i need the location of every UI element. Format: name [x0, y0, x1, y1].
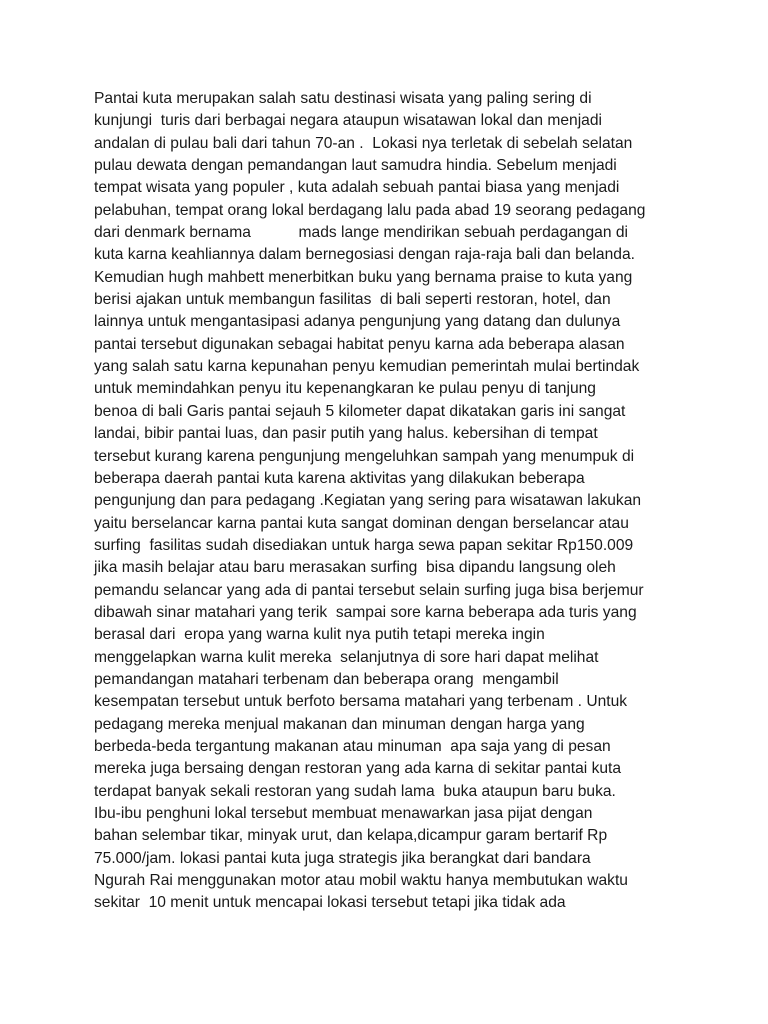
text-line: beberapa daerah pantai kuta karena aktivitas yang dilakukan beberapa: [94, 469, 585, 487]
text-line: dari denmark bernama mads lange mendirikan sebuah perdagangan di: [94, 224, 628, 242]
text-line: mereka juga bersaing dengan restoran yang ada karna di sekitar pantai kuta: [94, 760, 622, 778]
text-line: kesempatan tersebut untuk berfoto bersama matahari yang terbenam . Untuk: [94, 693, 628, 711]
text-line: yang salah satu karna kepunahan penyu kemudian pemerintah mulai bertindak: [94, 358, 640, 376]
text-line: pemandangan matahari terbenam dan beberapa orang mengambil: [94, 670, 559, 688]
text-line: pedagang mereka menjual makanan dan minuman dengan harga yang: [94, 715, 585, 733]
text-line: berisi ajakan untuk membangun fasilitas di bali seperti restoran, hotel, dan: [94, 291, 611, 309]
text-line: dibawah sinar matahari yang terik sampai sore karna beberapa ada turis yang: [94, 603, 637, 621]
body-paragraph: [94, 88, 694, 915]
text-line: 75.000/jam. lokasi pantai kuta juga strategis jika berangkat dari bandara: [94, 849, 591, 867]
text-line: benoa di bali Garis pantai sejauh 5 kilometer dapat dikatakan garis ini sangat: [94, 402, 626, 420]
text-line: menggelapkan warna kulit mereka selanjutnya di sore hari dapat melihat: [94, 648, 599, 666]
text-line: yaitu berselancar karna pantai kuta sangat dominan dengan berselancar atau: [94, 514, 629, 532]
text-line: bahan selembar tikar, minyak urut, dan kelapa,dicampur garam bertarif Rp: [94, 827, 608, 845]
text-line: sekitar 10 menit untuk mencapai lokasi tersebut tetapi jika tidak ada: [94, 894, 566, 912]
text-line: jika masih belajar atau baru merasakan surfing bisa dipandu langsung oleh: [94, 559, 616, 577]
text-line: lainnya untuk mengantasipasi adanya pengunjung yang datang dan dulunya: [94, 313, 621, 331]
text-line: tempat wisata yang populer , kuta adalah sebuah pantai biasa yang menjadi: [94, 179, 620, 197]
text-line: terdapat banyak sekali restoran yang sudah lama buka ataupun baru buka.: [94, 782, 616, 800]
text-line: Kemudian hugh mahbett menerbitkan buku yang bernama praise to kuta yang: [94, 268, 633, 286]
text-line: pengunjung dan para pedagang .Kegiatan yang sering para wisatawan lakukan: [94, 492, 642, 510]
text-line: berbeda-beda tergantung makanan atau minuman apa saja yang di pesan: [94, 737, 611, 755]
text-line: Pantai kuta merupakan salah satu destinasi wisata yang paling sering di: [94, 90, 592, 107]
text-line: andalan di pulau bali dari tahun 70-an . Lokasi nya terletak di sebelah selatan: [94, 134, 633, 152]
text-line: kunjungi turis dari berbagai negara ataupun wisatawan lokal dan menjadi: [94, 112, 602, 130]
text-line: Ngurah Rai menggunakan motor atau mobil waktu hanya membutukan waktu: [94, 872, 628, 890]
text-line: Ibu-ibu penghuni lokal tersebut membuat menawarkan jasa pijat dengan: [94, 805, 593, 822]
text-line: untuk memindahkan penyu itu kepenangkaran ke pulau penyu di tanjung: [94, 380, 596, 398]
text-line: tersebut kurang karena pengunjung mengeluhkan sampah yang menumpuk di: [94, 447, 635, 465]
text-line: pelabuhan, tempat orang lokal berdagang lalu pada abad 19 seorang pedagang: [94, 201, 646, 219]
text-line: surfing fasilitas sudah disediakan untuk harga sewa papan sekitar Rp150.009: [94, 536, 634, 554]
text-line: pemandu selancar yang ada di pantai tersebut selain surfing juga bisa berjemur: [94, 581, 644, 599]
text-line: landai, bibir pantai luas, dan pasir putih yang halus. kebersihan di tempat: [94, 425, 598, 443]
text-line: berasal dari eropa yang warna kulit nya putih tetapi mereka ingin: [94, 626, 545, 644]
text-line: pantai tersebut digunakan sebagai habitat penyu karna ada beberapa alasan: [94, 335, 625, 353]
text-line: kuta karna keahliannya dalam bernegosiasi dengan raja-raja bali dan belanda.: [94, 246, 635, 264]
text-line: pulau dewata dengan pemandangan laut samudra hindia. Sebelum menjadi: [94, 157, 617, 175]
